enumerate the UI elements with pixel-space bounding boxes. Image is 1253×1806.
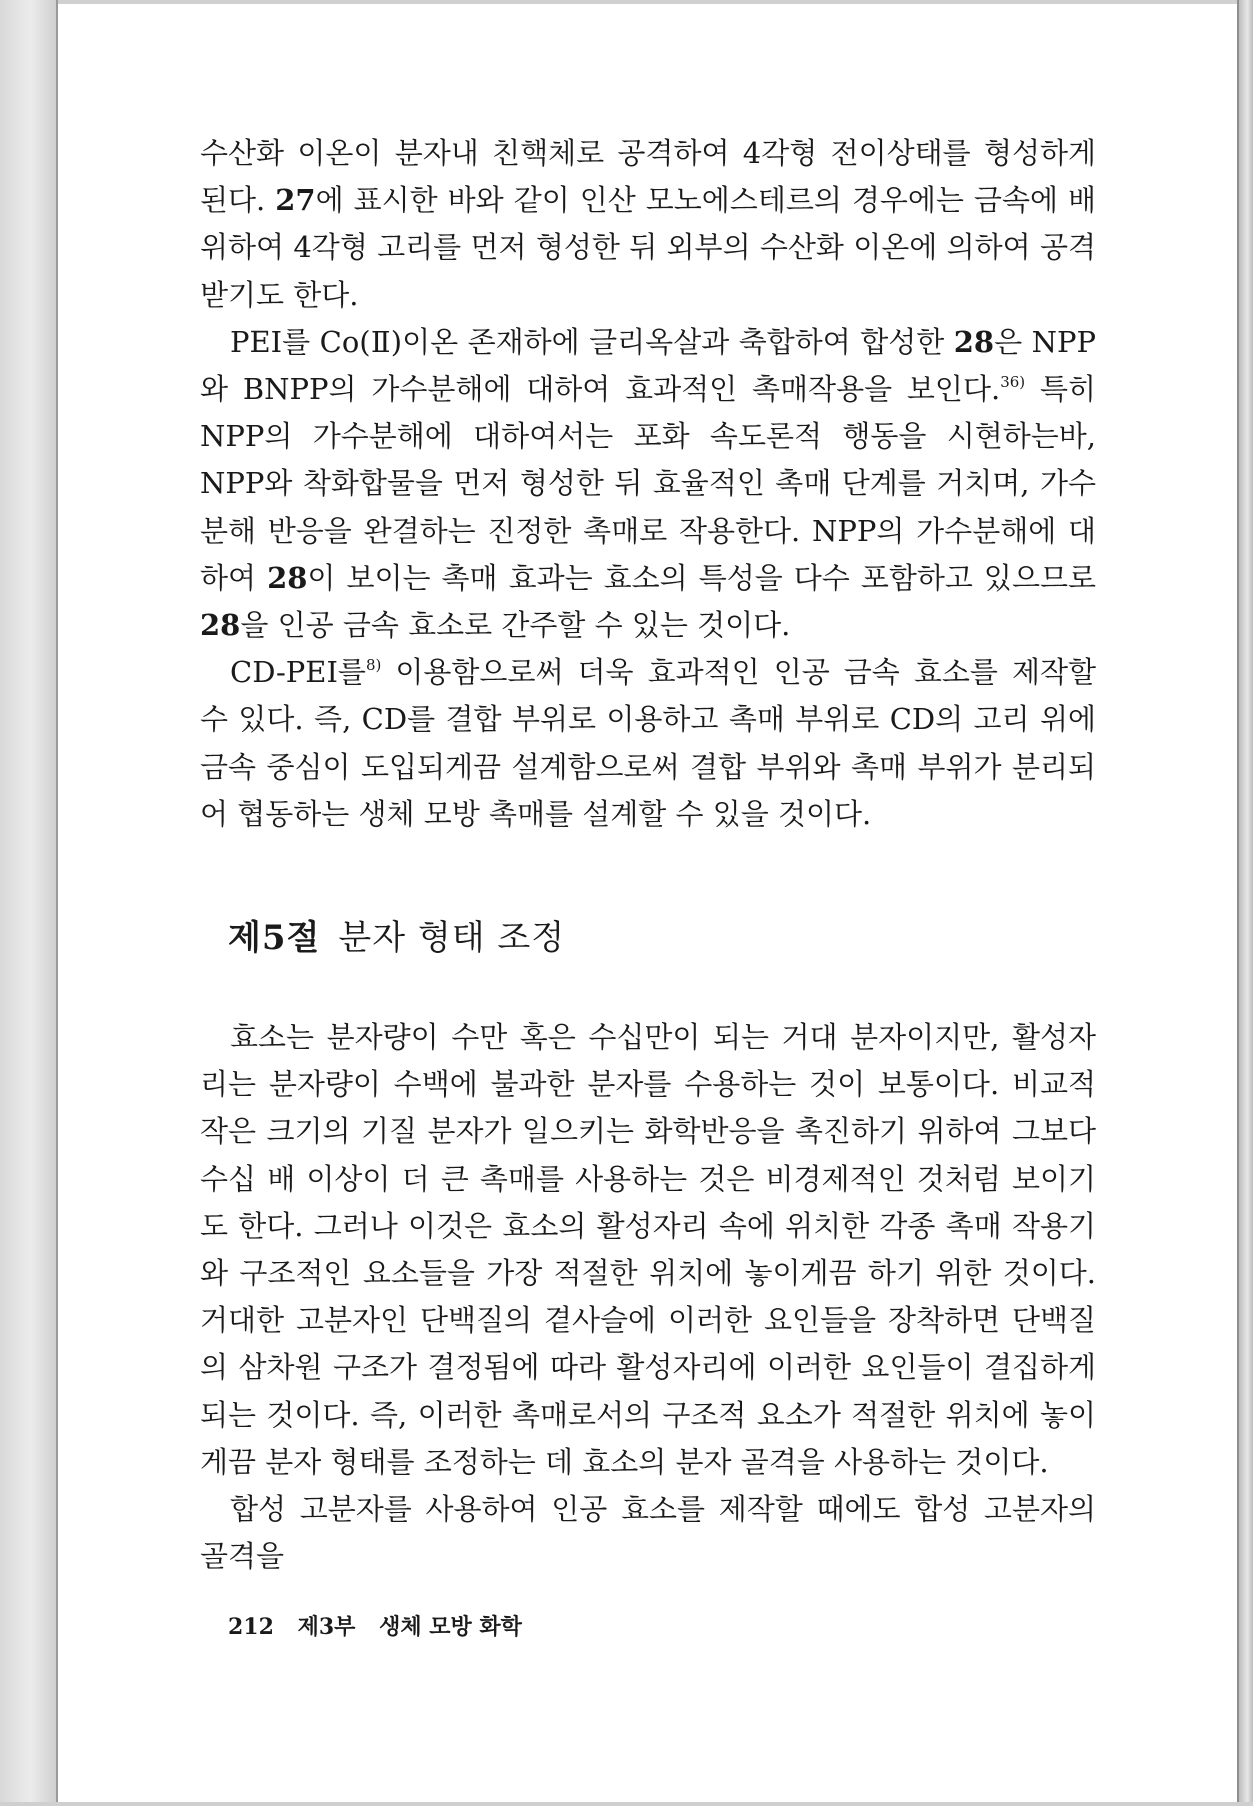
paragraph-cd-pei [200, 649, 1096, 838]
book-spine-edge [0, 0, 58, 1806]
page-edge-bottom [0, 1802, 1253, 1806]
paragraph-text: PEI를 Co(Ⅱ)이온 존재하에 글리옥살과 축합하여 합성한 [230, 324, 954, 359]
compound-ref: 27 [275, 183, 316, 218]
paragraph-synthetic-polymer: 합성 고분자를 사용하여 인공 효소를 제작할 때에도 합성 고분자의 골격을 [200, 1492, 1096, 1574]
paragraph-text: 특히 NPP의 가수분해에 대하여서는 포화 속도론적 행동을 시현하는바, NPP와 착화합물을 먼저 형성한 뒤 효율적인 촉매 단계를 거치며, 가수분해 반응을 완결하는 진정한 촉매로 작용한다. NPP의 가수분해에 대하여 [200, 372, 1096, 595]
page-footer [228, 1610, 538, 1641]
compound-ref: 28 [267, 560, 308, 595]
page-edge-top [0, 0, 1253, 4]
citation-ref: 8) [365, 656, 382, 675]
page-edge-right [1237, 0, 1253, 1806]
paragraph-pei-catalysis [200, 319, 1096, 649]
compound-ref: 28 [200, 608, 241, 643]
paragraph-text: 을 인공 금속 효소로 간주할 수 있는 것이다. [240, 608, 791, 643]
section-title: 분자 형태 조정 [338, 918, 566, 958]
paragraph-text: 이용함으로써 더욱 효과적인 인공 금속 효소를 제작할 수 있다. 즉, CD를 결합 부위로 이용하고 촉매 부위로 CD의 고리 위에 금속 중심이 도입되게끔 설계함으로써 결합 부위와 촉매 부위가 분리되어 협동하는 생체 모방 촉매를 설계할 수 있을 것이다. [200, 655, 1096, 831]
paragraph-text: 에 표시한 바와 같이 인산 모노에스테르의 경우에는 금속에 배위하여 4각형 고리를 먼저 형성한 뒤 외부의 수산화 이온에 의하여 공격받기도 한다. [200, 183, 1096, 312]
part-title: 생체 모방 화학 [379, 1614, 522, 1640]
paragraph-text: 수산화 이온이 분자내 친핵체로 공격하여 4각형 전이상태를 형성하게 된다. [200, 136, 1096, 218]
paragraph-hydroxide-attack [200, 130, 1096, 319]
paragraph-enzyme-shape: 효소는 분자량이 수만 혹은 수십만이 되는 거대 분자이지만, 활성자리는 분자량이 수백에 불과한 분자를 수용하는 것이 보통이다. 비교적 작은 크기의 기질 분자가 일으키는 화학반응을 촉진하기 위하여 그보다 수십 배 이상이 더 큰 촉매를 사용하는 것은 비경제적인 것처럼 보이기도 한다. 그러나 이것은 효소의 활성자리 속에 위치한 각종 촉매 작용기와 구조적인 요소들을 가장 적절한 위치에 놓이게끔 하기 위한 것이다. 거대한 고분자인 단백질의 곁사슬에 이러한 요인들을 장착하면 단백질의 삼차원 구조가 결정됨에 따라 활성자리에 이러한 요인들이 결집하게 되는 것이다. 즉, 이러한 촉매로서의 구조적 요소가 적절한 위치에 놓이게끔 분자 형태를 조정하는 데 효소의 분자 골격을 사용하는 것이다. [200, 1020, 1096, 1479]
section-number: 제5절 [228, 918, 321, 958]
upper-body-text [200, 130, 1096, 838]
paragraph-text: 은 NPP와 BNPP의 가수분해에 대하여 효과적인 촉매작용을 보인다. [200, 324, 1096, 407]
compound-ref: 28 [953, 324, 995, 359]
section-heading [228, 910, 565, 959]
citation-ref: 36) [1000, 373, 1026, 392]
lower-body-text [200, 1014, 1096, 1580]
page-number: 212 [228, 1614, 274, 1640]
paragraph-text: 이 보이는 촉매 효과는 효소의 특성을 다수 포함하고 있으므로 [307, 560, 1096, 595]
paragraph-text: CD-PEI를 [230, 655, 366, 690]
part-label: 제3부 [297, 1614, 356, 1640]
